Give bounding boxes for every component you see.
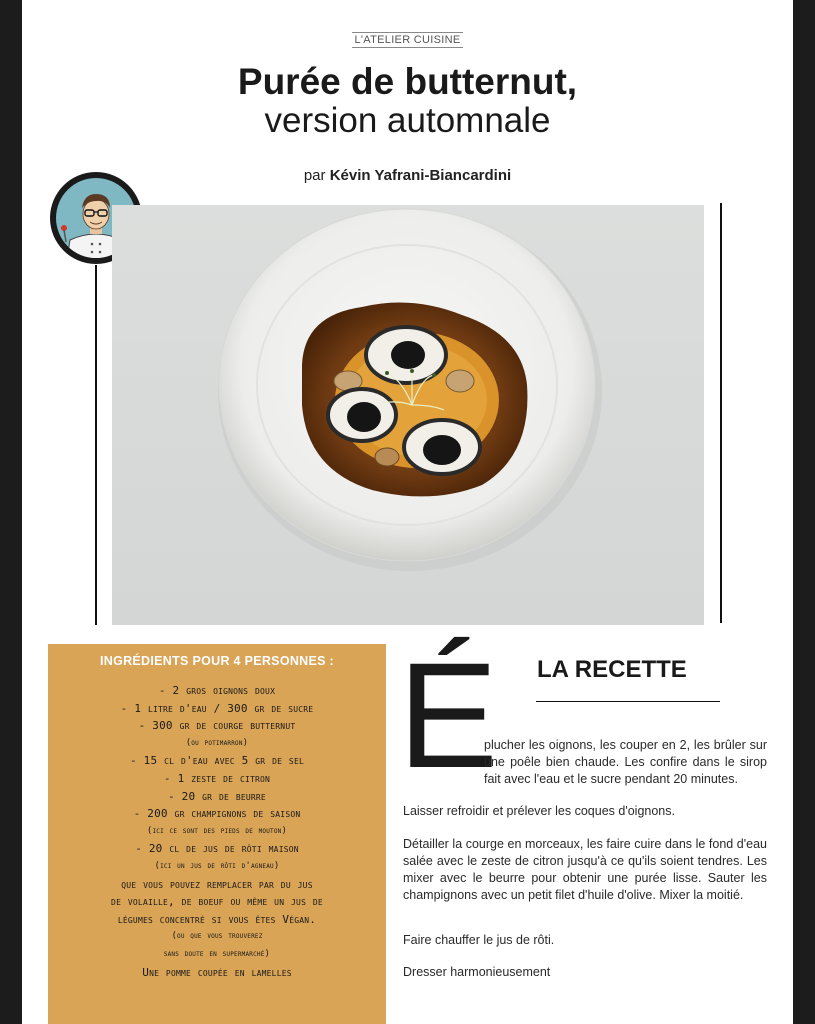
ingredient-note: (ou que vous trouverez bbox=[171, 931, 263, 942]
ingredient-item: légumes concentré si vous êtes Végan. bbox=[117, 912, 317, 926]
recipe-paragraph-1: plucher les oignons, les couper en 2, les brûler sur une poêle bien chaude. Les confire dans le sirop fait avec l'eau et le sucre pendant 20 minutes. bbox=[484, 738, 767, 786]
ingredient-item: - 200 gr champignons de saison bbox=[133, 807, 301, 821]
ingredient-item: que vous pouvez remplacer par du jus bbox=[121, 877, 313, 891]
ingredients-box bbox=[48, 644, 386, 1024]
ingredients-list bbox=[54, 682, 380, 981]
dish-photo bbox=[112, 205, 704, 625]
ingredient-item: - 1 zeste de citron bbox=[163, 771, 271, 785]
recipe-paragraph-2: Laisser refroidir et prélever les coques d'oignons. bbox=[403, 804, 675, 818]
ingredient-item: - 2 gros oignons doux bbox=[158, 684, 276, 697]
rubric-label: L'ATELIER CUISINE bbox=[354, 34, 461, 46]
decorative-rule-right bbox=[720, 203, 722, 623]
ingredient-item: - 20 cl de jus de rôti maison bbox=[135, 842, 299, 856]
decorative-rule-left bbox=[95, 265, 97, 625]
recipe-paragraph-4: Faire chauffer le jus de rôti. bbox=[403, 933, 555, 947]
article-title: Purée de butternut, bbox=[237, 61, 578, 102]
ingredient-item: Une pomme coupée en lamelles bbox=[142, 965, 292, 979]
byline-prefix: par bbox=[303, 167, 326, 184]
recipe-paragraph-5: Dresser harmonieusement bbox=[403, 965, 551, 979]
ingredient-note: (ici ce sont des pieds de mouton) bbox=[146, 825, 288, 836]
ingredient-note: (ou potimarron) bbox=[185, 737, 249, 748]
magazine-page bbox=[22, 0, 793, 1024]
ingredient-item: - 300 gr de courge butternut bbox=[138, 719, 296, 733]
recipe-heading-rule bbox=[536, 701, 720, 702]
section-rubric bbox=[22, 30, 793, 48]
article-subtitle: version automnale bbox=[264, 101, 551, 140]
drop-cap: É bbox=[398, 631, 499, 799]
ingredient-note: (ici un jus de rôti d'agneau) bbox=[154, 860, 280, 871]
author-name: Kévin Yafrani-Biancardini bbox=[329, 167, 512, 184]
ingredient-note: sans doute en supermarché) bbox=[163, 948, 271, 959]
ingredient-item: - 1 litre d'eau / 300 gr de sucre bbox=[120, 701, 314, 715]
recipe-paragraph-3: Détailler la courge en morceaux, les faire cuire dans le fond d'eau salée avec le zeste de citron jusqu'à ce qu'ils soient tendres. Les mixer avec le beurre pour obtenir une purée lisse. Sauter les champignons avec un petit filet d'huile d'olive. Mixer la moitié. bbox=[403, 837, 767, 902]
ingredients-title: INGRÉDIENTS POUR 4 PERSONNES : bbox=[99, 654, 335, 668]
ingredient-item: - 20 gr de beurre bbox=[168, 789, 266, 803]
recipe-heading: LA RECETTE bbox=[537, 656, 687, 683]
ingredient-item: de volaille, de boeuf ou même un jus de bbox=[111, 895, 323, 909]
ingredient-item: - 15 cl d'eau avec 5 gr de sel bbox=[130, 754, 304, 768]
